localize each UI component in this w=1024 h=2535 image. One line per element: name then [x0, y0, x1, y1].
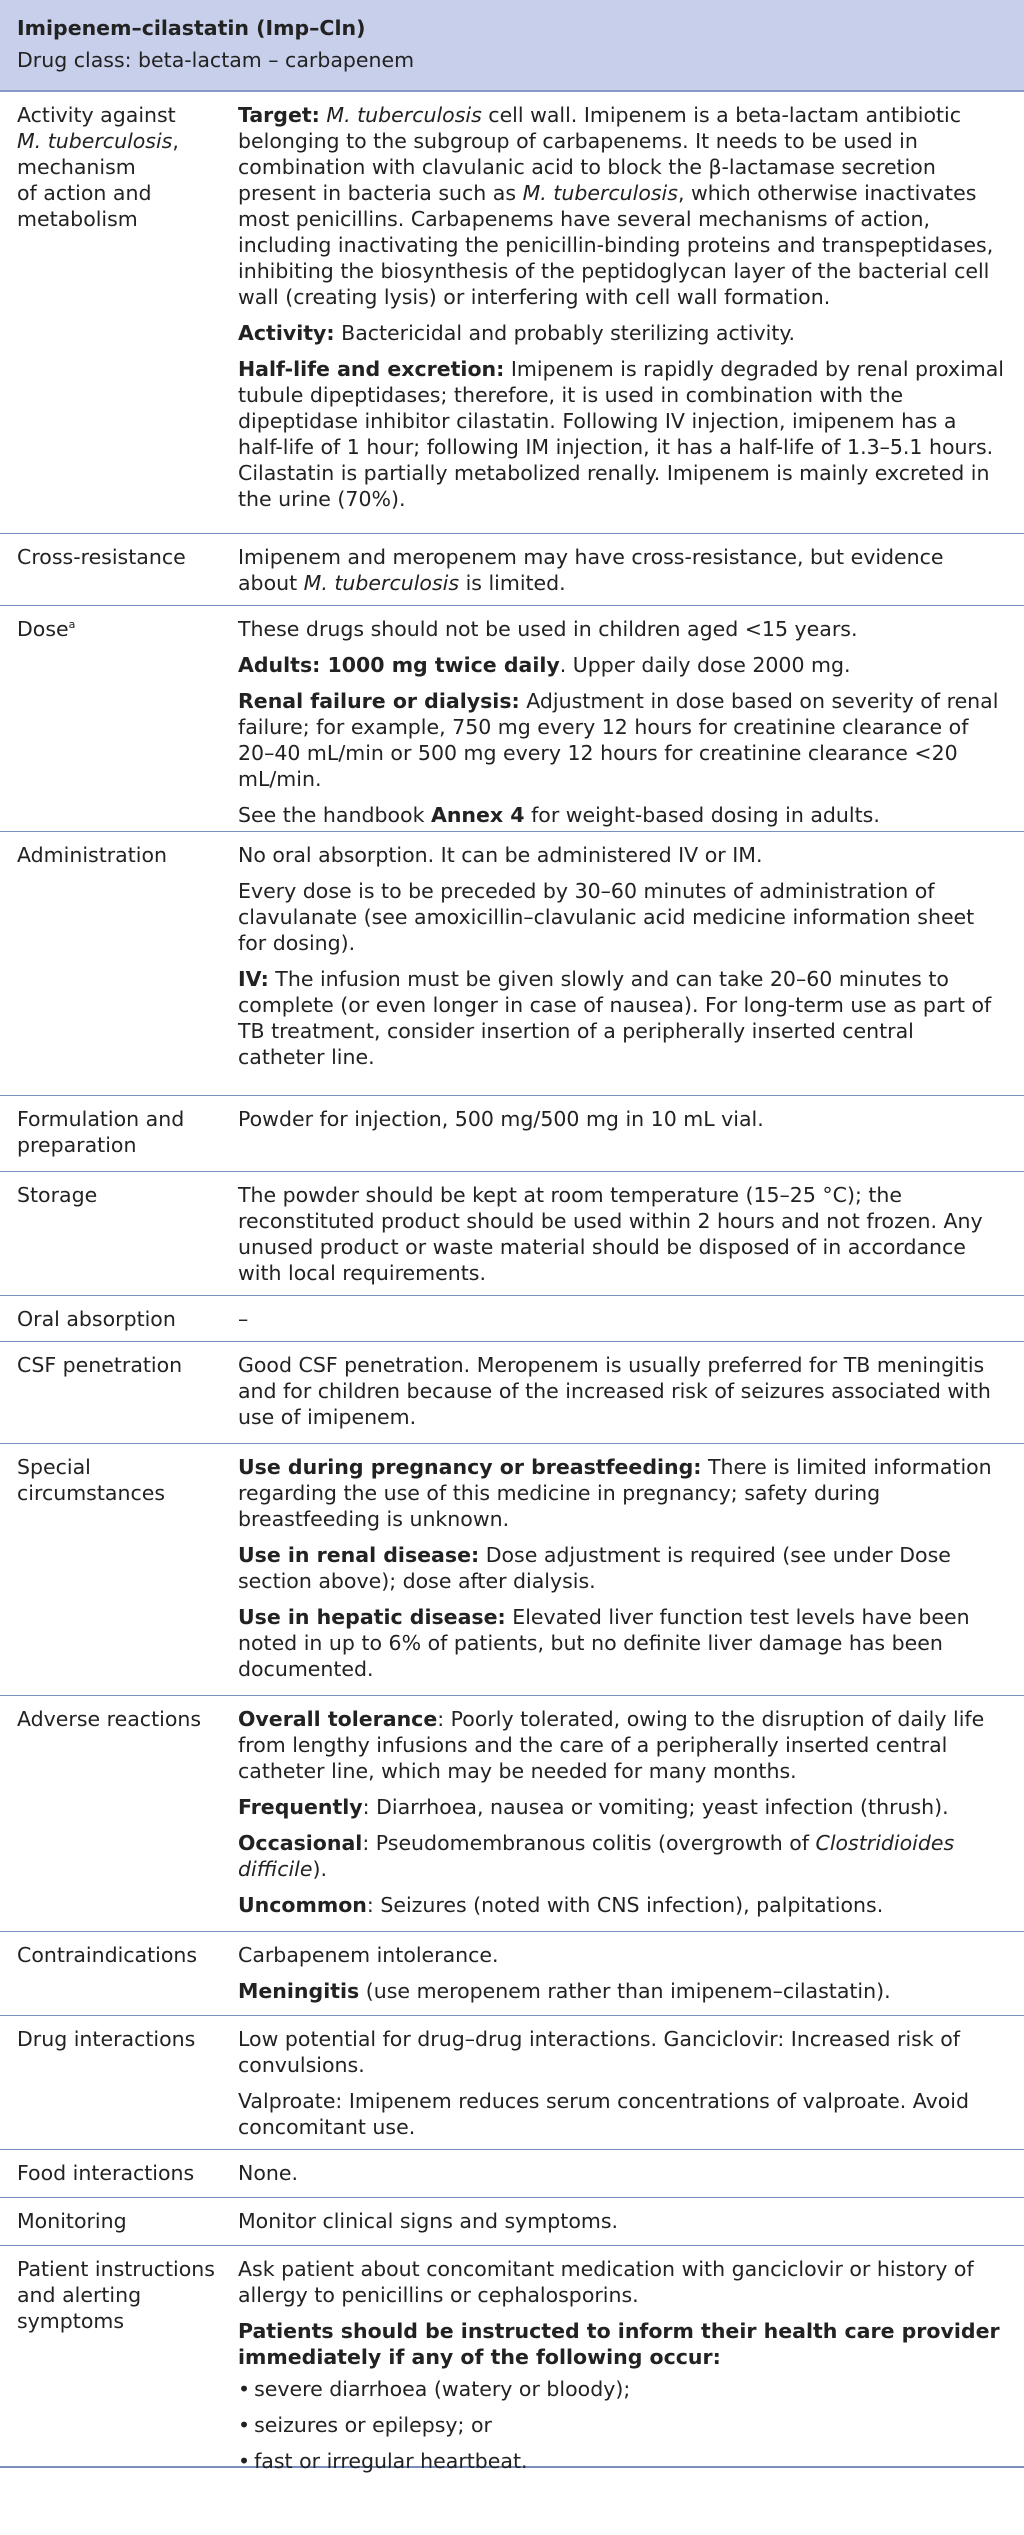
drug-class: Drug class: beta-lactam – carbapenem: [17, 48, 415, 72]
sheet-header: [0, 0, 1024, 92]
row-label-monitoring: Monitoring: [17, 2209, 127, 2233]
row-label-drug-interactions: Drug interactions: [17, 2027, 196, 2051]
row-content-adverse-reactions: Overall tolerance: Poorly tolerated, owing to the disruption of daily life from lengthy infusions and the care of a peripherally inserted central catheter line, which may be needed for many months. Frequently: Diarrhoea, nausea or vomiting; yeast infection (thrush). Occasional: Pseudomembranous colitis (overgrowth of Clostridioides difficile). Uncommon: Seizures (noted with CNS infection), palpitations.: [238, 1707, 985, 1917]
row-content-contraindications: Carbapenem intolerance. Meningitis (use meropenem rather than imipenem–cilastatin).: [238, 1943, 891, 2003]
row-label-administration: Administration: [17, 843, 168, 867]
drug-title: Imipenem–cilastatin (Imp–Cln): [17, 16, 366, 40]
row-dose: [0, 606, 1024, 832]
row-label-adverse-reactions: Adverse reactions: [17, 1707, 202, 1731]
row-content-food-interactions: None.: [238, 2161, 298, 2185]
row-label-oral-absorption: Oral absorption: [17, 1307, 176, 1331]
row-contraindications: [0, 1932, 1024, 2016]
footnote-marker: a: [68, 618, 76, 632]
row-content-drug-interactions: Low potential for drug–drug interactions. Ganciclovir: Increased risk of convulsions. Valproate: Imipenem reduces serum concentrations of valproate. Avoid concomitant use.: [238, 2027, 969, 2139]
row-administration: [0, 832, 1024, 1096]
row-content-dose: These drugs should not be used in children aged <15 years. Adults: 1000 mg twice daily. Upper daily dose 2000 mg. Renal failure or dialysis: Adjustment in dose based on severity of renal failure; for example, 750 mg every 12 hours for creatinine clearance of 20–40 mL/min or 500 mg every 12 hours for creatinine clearance <20 mL/min. See the handbook Annex 4 for weight-based dosing in adults.: [238, 617, 999, 827]
row-content-monitoring: Monitor clinical signs and symptoms.: [238, 2209, 619, 2233]
activity-paragraph: Activity: Bactericidal and probably sterilizing activity.: [238, 321, 796, 345]
row-drug-interactions: [0, 2016, 1024, 2150]
row-content-activity: [238, 102, 1006, 512]
row-content-administration: No oral absorption. It can be administered IV or IM. Every dose is to be preceded by 30–60 minutes of administration of clavulanate (see amoxicillin–clavulanic acid medicine information sheet for dosing). IV: The infusion must be given slowly and can take 20–60 minutes to complete (or even longer in case of nausea). For long-term use as part of TB treatment, consider insertion of a peripherally inserted central catheter line.: [238, 843, 992, 1069]
row-label-csf-penetration: CSF penetration: [17, 1353, 183, 1377]
list-item: • severe diarrhoea (watery or bloody);: [238, 2376, 1006, 2402]
row-content-cross-resistance: Imipenem and meropenem may have cross-resistance, but evidence about M. tuberculosis is limited.: [238, 545, 944, 595]
row-label-special-circumstances: Special circumstances: [17, 1455, 166, 1505]
row-oral-absorption: [0, 1296, 1024, 1342]
halflife-paragraph: Half-life and excretion: Imipenem is rapidly degraded by renal proximal tubule dipeptidases; therefore, it is used in combination with the dipeptidase inhibitor cilastatin. Following IV injection, imipenem has a half-life of 1 hour; following IM injection, it has a half-life of 1.3–5.1 hours. Cilastatin is partially metabolized renally. Imipenem is mainly excreted in the urine (70%).: [238, 357, 1004, 511]
row-cross-resistance: [0, 534, 1024, 606]
row-label-storage: Storage: [17, 1183, 98, 1207]
row-label-patient-instructions: Patient instructions and alerting symptoms: [17, 2257, 215, 2333]
row-label-formulation: Formulation and preparation: [17, 1107, 185, 1157]
row-label-contraindications: Contraindications: [17, 1943, 198, 1967]
row-patient-instructions: [0, 2246, 1024, 2473]
row-label-activity: Activity against M. tuberculosis, mechanism of action and metabolism: [17, 103, 179, 231]
row-adverse-reactions: [0, 1696, 1024, 1932]
list-item: • fast or irregular heartbeat.: [238, 2448, 1006, 2474]
row-content-patient-instructions: Ask patient about concomitant medication with ganciclovir or history of allergy to penicillins or cephalosporins. Patients should be instructed to inform their health care provider immediately if any of the following occur: • severe diarrhoea (watery or bloody); • seizures or epilepsy; or • fast or irregular heartbeat.: [238, 2256, 1006, 2474]
row-label-food-interactions: Food interactions: [17, 2161, 195, 2185]
row-content-csf-penetration: Good CSF penetration. Meropenem is usually preferred for TB meningitis and for children because of the increased risk of seizures associated with use of imipenem.: [238, 1353, 991, 1429]
row-monitoring: [0, 2198, 1024, 2246]
target-paragraph: Target: M. tuberculosis cell wall. Imipenem is a beta-lactam antibiotic belonging to the subgroup of carbapenems. It needs to be used in combination with clavulanic acid to block the β-lactamase secretion present in bacteria such as M. tuberculosis, which otherwise inactivates most penicillins. Carbapenems have several mechanisms of action, including inactivating the penicillin-binding proteins and transpeptidases, inhibiting the biosynthesis of the peptidoglycan layer of the bacterial cell wall (creating lysis) or interfering with cell wall formation.: [238, 103, 994, 309]
row-label-dose: Dose$^a$: [17, 617, 76, 641]
row-content-special-circumstances: Use during pregnancy or breastfeeding: There is limited information regarding the use of this medicine in pregnancy; safety during breastfeeding is unknown. Use in renal disease: Dose adjustment is required (see under Dose section above); dose after dialysis. Use in hepatic disease: Elevated liver function test levels have been noted in up to 6% of patients, but no definite liver damage has been documented.: [238, 1455, 992, 1681]
row-csf-penetration: [0, 1342, 1024, 1444]
row-storage: [0, 1172, 1024, 1296]
row-label-cross-resistance: Cross-resistance: [17, 545, 186, 569]
row-content-formulation: Powder for injection, 500 mg/500 mg in 10 mL vial.: [238, 1107, 764, 1131]
row-special-circumstances: [0, 1444, 1024, 1696]
row-content-oral-absorption: –: [238, 1307, 249, 1331]
row-content-storage: The powder should be kept at room temperature (15–25 °C); the reconstituted product should be used within 2 hours and not frozen. Any unused product or waste material should be disposed of in accordance with local requirements.: [238, 1183, 983, 1285]
row-food-interactions: [0, 2150, 1024, 2198]
row-activity: [0, 92, 1024, 534]
row-formulation: [0, 1096, 1024, 1172]
list-item: • seizures or epilepsy; or: [238, 2412, 1006, 2438]
